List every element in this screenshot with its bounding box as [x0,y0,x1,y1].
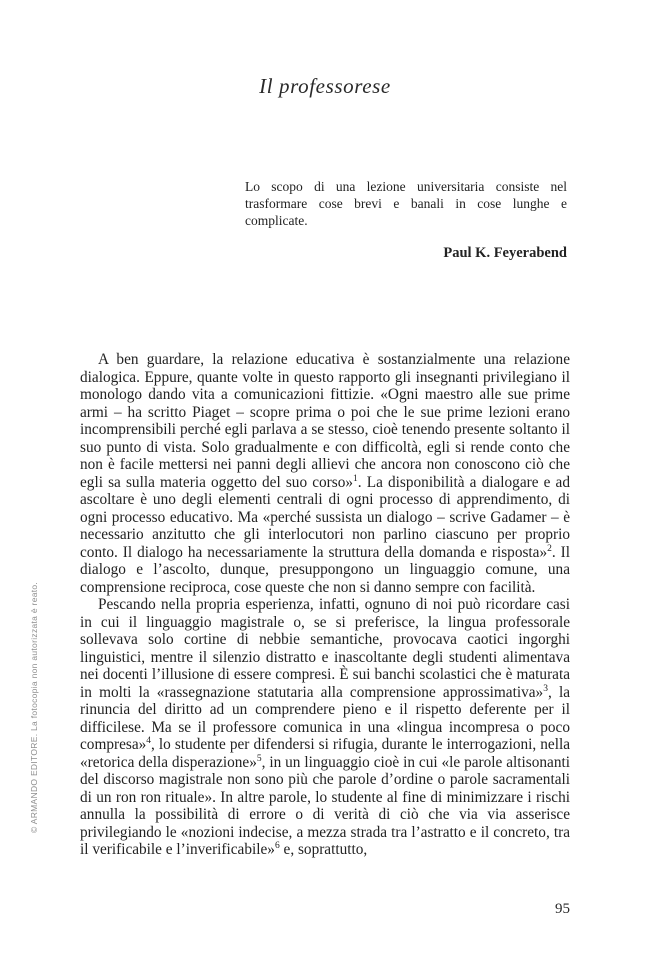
footnote-ref: 1 [353,473,358,484]
page-title: Il professorese [259,74,391,98]
footnote-ref: 2 [547,543,552,554]
epigraph [245,178,567,262]
footnote-ref: 6 [274,840,280,851]
paragraph: Pescando nella propria esperienza, infatti, ognuno di noi può ricordare casi in cui il linguaggio magistrale o, se si preferisce, la lingua professorale sollevava solo cortine di nebbie semantiche, provocava caotici ingorghi linguistici, mentre il silenzio distratto e inascoltante degli studenti alimentava nei docenti l’illusione di essere compresi. È sui banchi scolastici che è maturata in molti la «rassegnazione statutaria alla comprensione approssimativa»$^3$, la rinuncia del diritto ad un comprendere pieno e il rispetto deferente per il difficilese. Ma se il professore comunica in una «lingua incompresa o poco compresa»$^4$, lo studente per difendersi si rifugia, durante le interrogazioni, nella «retorica della disperazione»$^5$, in un linguaggio cioè in cui «le parole altisonanti del discorso magistrale non sono più che parole d’ordine o parole sacramentali di un ron ron rituale». In altre parole, lo studente al fine di minimizzare i rischi annulla la possibilità di errore o di verità di ciò che via via asserisce privilegiando le «nozioni indecise, a mezza strada tra l’astratto e il concreto, tra il verificabile e l’inverificabile»$^6$ e, soprattutto, [80,596,570,858]
footnote-ref: 4 [146,735,152,746]
footnote-ref: 5 [256,753,262,764]
epigraph-attribution: Paul K. Feyerabend [443,245,567,261]
page-number: 95 [555,901,570,917]
paragraph: A ben guardare, la relazione educativa è sostanzialmente una relazione dialogica. Eppure, quante volte in questo rapporto gli insegnanti privilegiano il monologo dando vita a comunicazioni fittizie. «Ogni maestro alle sue prime armi – ha scritto Piaget – scopre prima o poi che le sue prime lezioni erano incomprensibili perché egli parlava a se stesso, cioè tenendo presente soltanto il suo punto di vista. Solo gradualmente e con difficoltà, egli si rende conto che non è facile mettersi nei panni degli allievi che ancora non conoscono ciò che egli sa sulla materia oggetto del suo corso»$^1$. La disponibilità a dialogare e ad ascoltare è uno degli elementi centrali di ogni processo di apprendimento, di ogni processo educativo. Ma «perché sussista un dialogo – scrive Gadamer – è necessario anzitutto che gli interlocutori non parlino ciascuno per proprio conto. Il dialogo ha necessariamente la struttura della domanda e risposta»$^2$. Il dialogo e l’ascolto, dunque, presuppongono un linguaggio comune, una comprensione reciproca, cose queste che non si danno sempre con facilità. [80,351,571,596]
body-text [80,351,570,859]
footnote-ref: 3 [543,683,548,694]
copyright-notice: © ARMANDO EDITORE. La fotocopia non autorizzata è reato. [29,581,39,833]
epigraph-text: Lo scopo di una lezione universitaria consiste nel trasformare cose brevi e banali in cose lunghe e complicate. [245,179,567,228]
